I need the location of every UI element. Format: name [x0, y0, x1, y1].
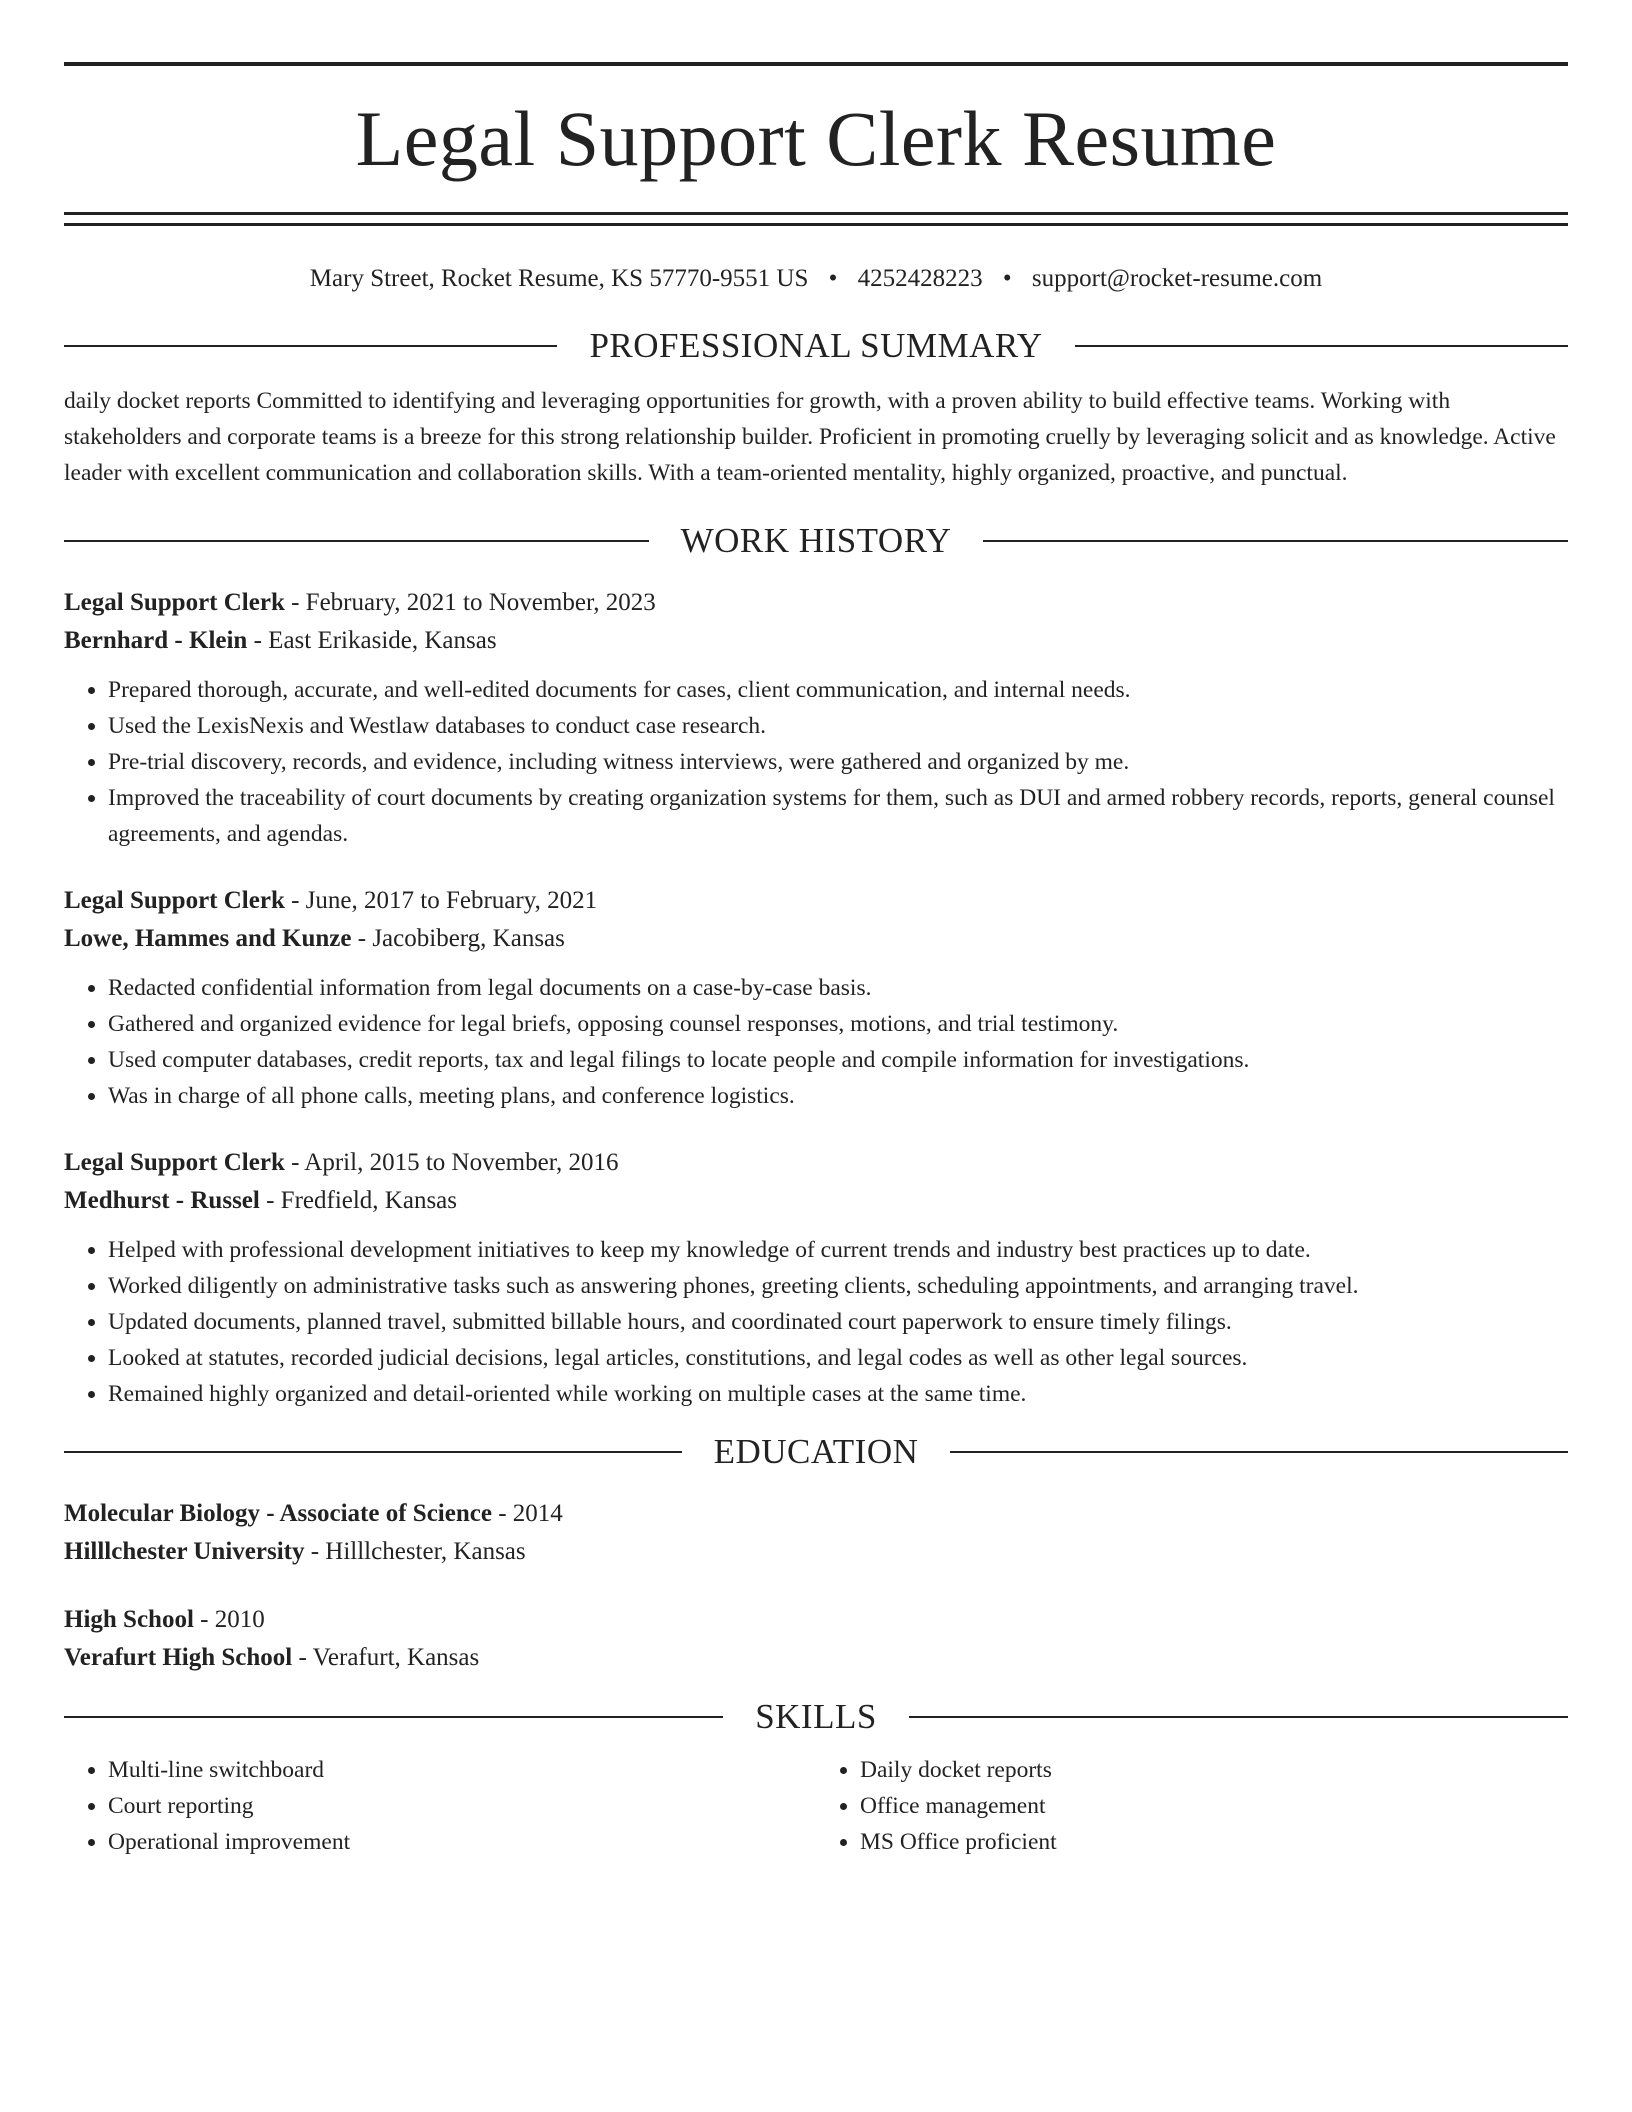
skill-item: • Office management: [860, 1788, 1568, 1824]
education-degree: High School: [64, 1606, 194, 1633]
section-heading-work: [64, 523, 1568, 558]
education-location: - Verafurt, Kansas: [292, 1644, 480, 1671]
skill-item: • Daily docket reports: [860, 1752, 1568, 1788]
education-location: - Hilllchester, Kansas: [304, 1538, 526, 1565]
job-location: - Jacobiberg, Kansas: [351, 925, 565, 952]
job-bullet: • Was in charge of all phone calls, meeting plans, and conference logistics.: [108, 1078, 1568, 1114]
section-heading-summary: [64, 328, 1568, 363]
section-heading-skills: [64, 1699, 1568, 1734]
skills-list: [64, 1752, 1568, 1860]
job-company: Bernhard - Klein: [64, 627, 248, 654]
skill-item: • Court reporting: [108, 1788, 816, 1824]
job-entry: [64, 882, 1568, 1114]
job-bullet: • Redacted confidential information from legal documents on a case-by-case basis.: [108, 970, 1568, 1006]
education-entry: [64, 1495, 1568, 1571]
section-title-skills: SKILLS: [755, 1697, 877, 1736]
contact-separator: •: [828, 265, 838, 292]
job-dates: - June, 2017 to February, 2021: [284, 887, 598, 914]
job-bullet: • Used computer databases, credit reports, tax and legal filings to locate people and compile information for investigations.: [108, 1042, 1568, 1078]
contact-email: support@rocket-resume.com: [1031, 265, 1323, 292]
skill-item: • MS Office proficient: [860, 1824, 1568, 1860]
job-company-line: [64, 1182, 1568, 1220]
job-bullet: • Looked at statutes, recorded judicial decisions, legal articles, constitutions, and legal codes as well as other legal sources.: [108, 1340, 1568, 1376]
heading-rule: [64, 1716, 723, 1718]
skills-column-right: [816, 1752, 1568, 1860]
skills-column-left: [64, 1752, 816, 1860]
job-bullet: • Used the LexisNexis and Westlaw databases to conduct case research.: [108, 708, 1568, 744]
resume-title: Legal Support Clerk Resume: [355, 95, 1277, 182]
job-bullets: [64, 672, 1568, 852]
education-school-line: [64, 1639, 1568, 1677]
job-title: Legal Support Clerk: [64, 887, 285, 914]
job-title-line: [64, 1144, 1568, 1182]
skill-item: • Operational improvement: [108, 1824, 816, 1860]
job-bullet: • Prepared thorough, accurate, and well-edited documents for cases, client communication, and internal needs.: [108, 672, 1568, 708]
job-dates: - February, 2021 to November, 2023: [284, 589, 656, 616]
job-bullet: • Helped with professional development initiatives to keep my knowledge of current trends and industry best practices up to date.: [108, 1232, 1568, 1268]
job-bullet: • Pre-trial discovery, records, and evidence, including witness interviews, were gathered and organized by me.: [108, 744, 1568, 780]
summary-text: daily docket reports Committed to identifying and leveraging opportunities for growth, with a proven ability to build effective teams. Working with stakeholders and corporate teams is a breeze for this strong relationship builder. Proficient in promoting cruelly by leveraging solicit and as knowledge. Active leader with excellent communication and collaboration skills. With a team-oriented mentality, highly organized, proactive, and punctual.: [64, 388, 1556, 486]
heading-rule: [64, 1451, 682, 1453]
job-company: Lowe, Hammes and Kunze: [64, 925, 352, 952]
job-bullets: [64, 1232, 1568, 1412]
title-double-rule: [64, 212, 1568, 226]
heading-rule: [950, 1451, 1568, 1453]
heading-rule: [64, 345, 557, 347]
job-location: - East Erikaside, Kansas: [247, 627, 497, 654]
job-bullets: [64, 970, 1568, 1114]
skill-item: • Multi-line switchboard: [108, 1752, 816, 1788]
job-title-line: [64, 584, 1568, 622]
section-title-summary: PROFESSIONAL SUMMARY: [589, 326, 1043, 365]
job-company-line: [64, 622, 1568, 660]
job-title-line: [64, 882, 1568, 920]
job-title: Legal Support Clerk: [64, 1149, 285, 1176]
section-title-education: EDUCATION: [713, 1432, 919, 1471]
section-heading-education: [64, 1434, 1568, 1469]
education-school-line: [64, 1533, 1568, 1571]
education-year: - 2014: [491, 1500, 563, 1527]
heading-rule: [1075, 345, 1568, 347]
job-company-line: [64, 920, 1568, 958]
job-title: Legal Support Clerk: [64, 589, 285, 616]
education-degree-line: [64, 1601, 1568, 1639]
job-bullet: • Remained highly organized and detail-oriented while working on multiple cases at the same time.: [108, 1376, 1568, 1412]
education-degree-line: [64, 1495, 1568, 1533]
job-entry: [64, 584, 1568, 852]
education-school: Verafurt High School: [64, 1644, 293, 1671]
job-bullet: • Worked diligently on administrative tasks such as answering phones, greeting clients, scheduling appointments, and arranging travel.: [108, 1268, 1568, 1304]
education-year: - 2010: [193, 1606, 265, 1633]
heading-rule: [909, 1716, 1568, 1718]
section-title-work: WORK HISTORY: [680, 521, 952, 560]
job-bullet: • Updated documents, planned travel, submitted billable hours, and coordinated court paperwork to ensure timely filings.: [108, 1304, 1568, 1340]
contact-line: [64, 264, 1568, 294]
job-bullet: • Gathered and organized evidence for legal briefs, opposing counsel responses, motions, and trial testimony.: [108, 1006, 1568, 1042]
job-bullet: • Improved the traceability of court documents by creating organization systems for them, such as DUI and armed robbery records, reports, general counsel agreements, and agendas.: [108, 780, 1568, 852]
job-company: Medhurst - Russel: [64, 1187, 260, 1214]
contact-separator: •: [1002, 265, 1012, 292]
education-degree: Molecular Biology - Associate of Science: [64, 1500, 492, 1527]
top-rule: [64, 62, 1568, 66]
job-entry: [64, 1144, 1568, 1412]
job-dates: - April, 2015 to November, 2016: [284, 1149, 619, 1176]
education-school: Hilllchester University: [64, 1538, 305, 1565]
heading-rule: [64, 540, 649, 542]
contact-phone: 4252428223: [857, 265, 983, 292]
education-entry: [64, 1601, 1568, 1677]
contact-address: Mary Street, Rocket Resume, KS 57770-9551 US: [309, 265, 809, 292]
heading-rule: [983, 540, 1568, 542]
job-location: - Fredfield, Kansas: [259, 1187, 458, 1214]
